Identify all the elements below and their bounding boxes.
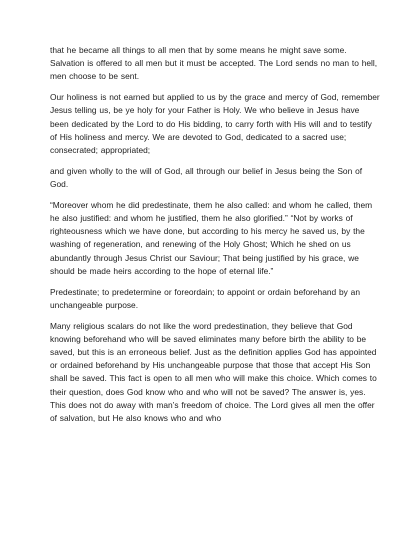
paragraph-definition-predestinate: Predestinate; to predetermine or foreordain; to appoint or ordain beforehand by an unchangeable purpose. (50, 286, 360, 310)
paragraph-continued-from-previous-page: that he became all things to all men that by some means he might save some. Salvation is offered to all men but it must be accepted. The Lord sends no man to hell, men choose to be sent. (50, 45, 378, 82)
paragraph-will-of-god: and given wholly to the will of God, all through our belief in Jesus being the Son of God. (50, 165, 363, 190)
paragraph-scripture-quote: “Moreover whom he did predestinate, them he also called: and whom he called, them he also justified: and whom he justified, them he also glorified.” “Not by works of righteousness which we have done, but according to his mercy he saved us, by the washing of regeneration, and renewing of the Holy Ghost; Which he shed on us abundantly through Jesus Christ our Saviour; That being justified by his grace, we should be made heirs according to the hope of eternal life.” (50, 199, 373, 276)
document-page (50, 44, 380, 433)
paragraph-holiness: Our holiness is not earned but applied to us by the grace and mercy of God, remember Jesus telling us, be ye holy for your Father is Holy. We who believe in Jesus have been dedicated by the Lord to do His bidding, to carry forth with His will and to testify of His holiness and mercy. We are devoted to God, dedicated to a sacred use; consecrated; appropriated; (50, 92, 380, 156)
paragraph-predestination-discussion: Many religious scalars do not like the word predestination, they believe that God knowing beforehand who will be saved eliminates many before birth the ability to be saved, but this is an erroneous belief. Just as the definition applies God has appointed or ordained beforehand by His unchangeable purpose that those that accept His Son shall be saved. This fact is open to all men who will make this choice. Which comes to their question, does God know who and who will not be saved? The answer is, yes. This does not do away with man’s freedom of choice. The Lord gives all men the offer of salvation, but He also knows who and who (50, 320, 377, 424)
